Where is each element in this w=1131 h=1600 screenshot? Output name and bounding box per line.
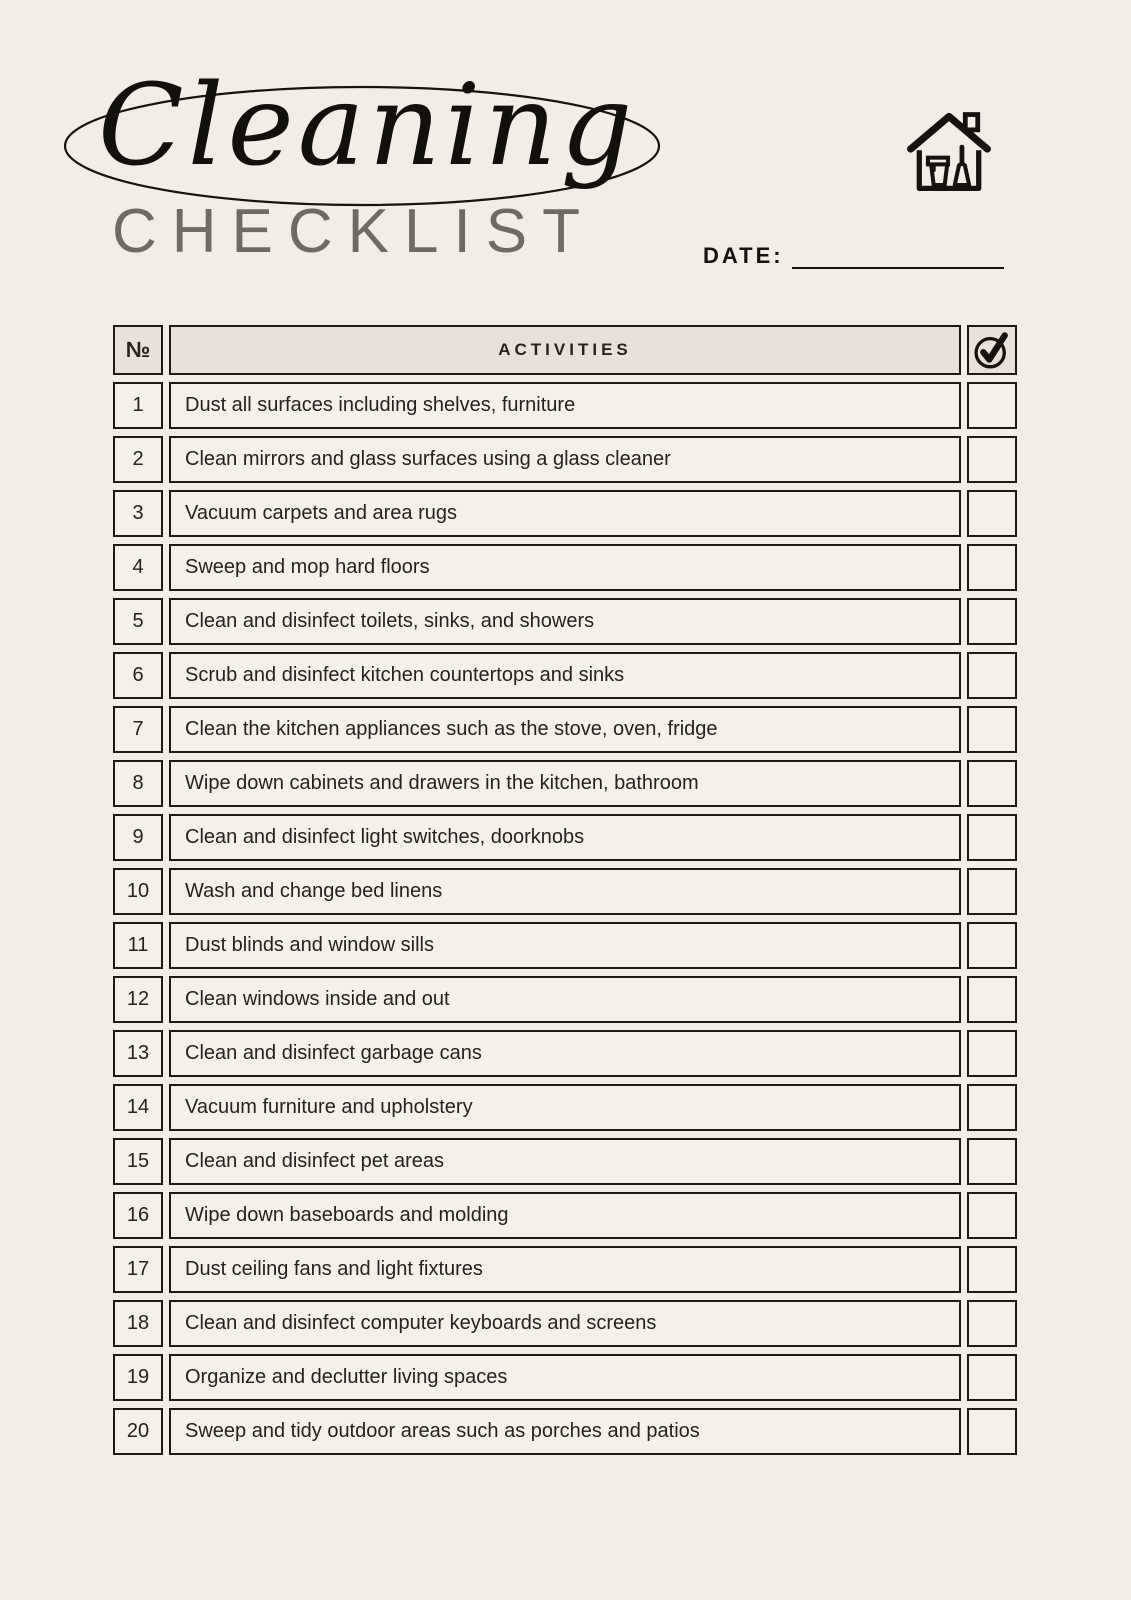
table-row (113, 760, 1017, 807)
row-checkbox[interactable] (967, 382, 1017, 429)
row-checkbox[interactable] (967, 814, 1017, 861)
row-number: 2 (113, 436, 163, 483)
row-checkbox[interactable] (967, 436, 1017, 483)
row-activity: Clean the kitchen appliances such as the stove, oven, fridge (169, 706, 961, 753)
house-cleaning-icon (901, 104, 997, 196)
row-number: 6 (113, 652, 163, 699)
row-activity: Clean mirrors and glass surfaces using a glass cleaner (169, 436, 961, 483)
row-number: 3 (113, 490, 163, 537)
table-row (113, 1300, 1017, 1347)
row-activity: Scrub and disinfect kitchen countertops and sinks (169, 652, 961, 699)
row-activity: Dust all surfaces including shelves, furniture (169, 382, 961, 429)
row-number: 16 (113, 1192, 163, 1239)
table-row (113, 652, 1017, 699)
row-number: 1 (113, 382, 163, 429)
row-checkbox[interactable] (967, 706, 1017, 753)
row-checkbox[interactable] (967, 490, 1017, 537)
table-row (113, 814, 1017, 861)
row-number: 9 (113, 814, 163, 861)
row-activity: Vacuum furniture and upholstery (169, 1084, 961, 1131)
row-activity: Wipe down baseboards and molding (169, 1192, 961, 1239)
row-checkbox[interactable] (967, 1030, 1017, 1077)
row-activity: Organize and declutter living spaces (169, 1354, 961, 1401)
row-checkbox[interactable] (967, 544, 1017, 591)
table-row (113, 382, 1017, 429)
row-number: 8 (113, 760, 163, 807)
table-row (113, 598, 1017, 645)
row-number: 18 (113, 1300, 163, 1347)
row-activity: Clean and disinfect toilets, sinks, and showers (169, 598, 961, 645)
row-checkbox[interactable] (967, 1138, 1017, 1185)
row-number: 13 (113, 1030, 163, 1077)
activities-column-header: ACTIVITIES (169, 325, 961, 375)
row-checkbox[interactable] (967, 652, 1017, 699)
row-number: 15 (113, 1138, 163, 1185)
page-title-caps: CHECKLIST (112, 197, 595, 266)
table-row (113, 976, 1017, 1023)
row-checkbox[interactable] (967, 598, 1017, 645)
row-number: 5 (113, 598, 163, 645)
row-activity: Clean and disinfect light switches, doorknobs (169, 814, 961, 861)
number-column-header: № (113, 325, 163, 375)
table-row (113, 1138, 1017, 1185)
row-activity: Dust blinds and window sills (169, 922, 961, 969)
row-activity: Wipe down cabinets and drawers in the kitchen, bathroom (169, 760, 961, 807)
table-row (113, 922, 1017, 969)
row-number: 19 (113, 1354, 163, 1401)
row-number: 11 (113, 922, 163, 969)
date-input-line[interactable] (792, 243, 1004, 269)
row-checkbox[interactable] (967, 1408, 1017, 1455)
row-number: 17 (113, 1246, 163, 1293)
row-number: 14 (113, 1084, 163, 1131)
row-checkbox[interactable] (967, 1354, 1017, 1401)
table-row (113, 1408, 1017, 1455)
table-row (113, 544, 1017, 591)
table-row (113, 1084, 1017, 1131)
row-checkbox[interactable] (967, 760, 1017, 807)
row-number: 20 (113, 1408, 163, 1455)
row-activity: Wash and change bed linens (169, 868, 961, 915)
table-row (113, 706, 1017, 753)
row-checkbox[interactable] (967, 922, 1017, 969)
row-number: 10 (113, 868, 163, 915)
table-row (113, 490, 1017, 537)
row-checkbox[interactable] (967, 868, 1017, 915)
row-checkbox[interactable] (967, 1300, 1017, 1347)
row-activity: Clean and disinfect garbage cans (169, 1030, 961, 1077)
table-header-row (113, 325, 1017, 375)
table-row (113, 1030, 1017, 1077)
checklist-table (113, 325, 1017, 1455)
check-column-header (967, 325, 1017, 375)
table-row (113, 1246, 1017, 1293)
row-number: 4 (113, 544, 163, 591)
table-row (113, 1192, 1017, 1239)
row-activity: Sweep and mop hard floors (169, 544, 961, 591)
row-number: 12 (113, 976, 163, 1023)
row-activity: Clean and disinfect computer keyboards and screens (169, 1300, 961, 1347)
row-activity: Vacuum carpets and area rugs (169, 490, 961, 537)
row-number: 7 (113, 706, 163, 753)
page-title-script: Cleaning (98, 61, 637, 191)
table-row (113, 868, 1017, 915)
row-activity: Clean and disinfect pet areas (169, 1138, 961, 1185)
row-activity: Clean windows inside and out (169, 976, 961, 1023)
check-circle-icon (972, 329, 1012, 371)
bucket-icon (928, 158, 948, 165)
date-row (703, 243, 1004, 269)
table-row (113, 436, 1017, 483)
row-activity: Sweep and tidy outdoor areas such as porches and patios (169, 1408, 961, 1455)
row-checkbox[interactable] (967, 1192, 1017, 1239)
row-checkbox[interactable] (967, 1084, 1017, 1131)
date-label: DATE: (703, 243, 784, 268)
row-checkbox[interactable] (967, 976, 1017, 1023)
row-activity: Dust ceiling fans and light fixtures (169, 1246, 961, 1293)
table-row (113, 1354, 1017, 1401)
row-checkbox[interactable] (967, 1246, 1017, 1293)
